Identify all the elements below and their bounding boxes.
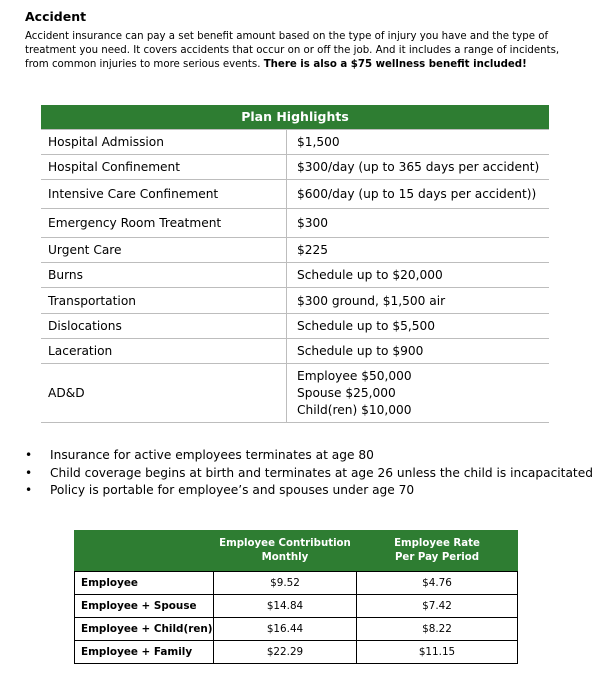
benefit-value: Schedule up to $900 [297,344,424,358]
benefit-label: Transportation [41,288,287,313]
monthly-value: $9.52 [214,572,357,594]
tier-label: Employee + Child(ren) [75,618,214,640]
benefit-label: Burns [41,263,287,287]
plan-highlights-table [41,105,549,423]
table-row [74,618,518,641]
contribution-header [74,530,518,571]
bullet-list [25,447,593,500]
table-row [41,208,549,237]
table-row [41,237,549,262]
table-row [41,287,549,313]
benefit-value [287,364,549,422]
add-children-value: Child(ren) $10,000 [297,402,412,417]
benefit-value: $300/day (up to 365 days per accident) [297,160,540,174]
benefit-value: Schedule up to $20,000 [297,268,443,282]
benefit-label: Laceration [41,339,287,363]
intro-paragraph [25,30,570,72]
monthly-value: $22.29 [214,641,357,663]
benefit-label: Intensive Care Confinement [41,180,287,208]
table-row [41,262,549,287]
bullet-text: Child coverage begins at birth and terminates at age 26 unless the child is incapacitated [50,465,593,480]
plan-highlights-header: Plan Highlights [41,105,549,129]
benefit-value: $225 [297,243,329,257]
per-period-value: $11.15 [418,646,456,658]
monthly-value: $16.44 [214,618,357,640]
benefit-value: Schedule up to $5,500 [297,319,435,333]
header-blank [74,530,214,571]
bullet-icon: • [25,483,33,497]
table-row [74,595,518,618]
monthly-value: $14.84 [214,595,357,617]
tier-label: Employee + Spouse [75,595,214,617]
tier-label: Employee [75,572,214,594]
benefit-value: $300 ground, $1,500 air [297,293,446,308]
list-item [25,465,593,483]
header-monthly [214,530,356,571]
header-monthly-line2: Monthly [261,551,309,563]
page-title: Accident [25,9,87,24]
intro-text: Accident insurance can pay a set benefit amount based on the type of injury you have and the type of treatment you need. It covers accidents that occur on or off the job. And it includes a range of incidents, from common injuries to more serious events. [25,31,560,70]
table-row [74,571,518,595]
bullet-text: Insurance for active employees terminates at age 80 [50,448,374,462]
benefit-value: $600/day (up to 15 days per accident)) [297,187,537,201]
benefit-value: $300 [297,216,329,230]
bullet-text: Policy is portable for employee’s and spouses under age 70 [50,483,415,497]
list-item [25,447,593,465]
tier-label: Employee + Family [75,641,214,663]
table-row [41,363,549,423]
table-row [41,129,549,154]
per-period-value: $4.76 [422,577,452,589]
header-period-line2: Per Pay Period [394,551,480,563]
table-row [41,154,549,179]
bullet-icon: • [25,448,33,462]
add-spouse-value: Spouse $25,000 [297,385,396,400]
header-monthly-line1: Employee Contribution [219,537,351,549]
benefit-label: Emergency Room Treatment [41,209,287,237]
benefit-label: Urgent Care [41,238,287,262]
per-period-value: $8.22 [422,623,452,635]
per-period-value: $7.42 [422,600,452,612]
benefit-label: Dislocations [41,314,287,338]
benefit-label: Hospital Confinement [41,155,287,179]
bullet-icon: • [25,465,33,480]
benefit-label: Hospital Admission [41,130,287,154]
benefit-label: AD&D [41,364,287,422]
header-period-line1: Employee Rate [394,537,480,549]
table-row [74,641,518,664]
table-row [41,179,549,208]
list-item [25,482,593,500]
table-row [41,313,549,338]
header-per-period [356,530,518,571]
table-row [41,338,549,363]
intro-bold-text: There is also a $75 wellness benefit included! [263,59,527,70]
add-employee-value: Employee $50,000 [297,368,412,383]
contribution-table [74,530,518,664]
benefit-value: $1,500 [297,135,340,149]
